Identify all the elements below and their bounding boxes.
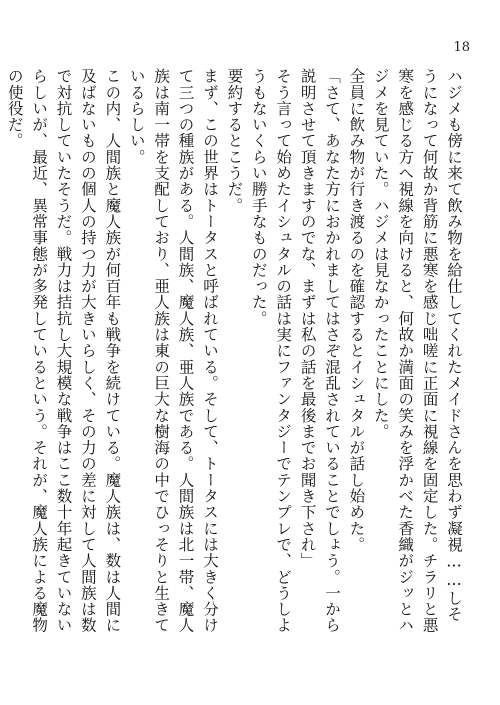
page-number: 18 [453,40,470,55]
paragraph-6: まず、この世界はトータスと呼ばれている。そして、トータスには大きく分けて三つの種族がある。人間族、魔人族、亜人族である。人間族は北一帯、魔人族は南一帯を支配しており、亜人族は東の巨大な樹海の中でひっそりと生きているらしい。 [127,68,219,634]
paragraph-2: 全員に飲み物が行き渡るのを確認するとイシュタルが話し始めた。 [347,68,366,553]
body-text [5,68,466,638]
paragraph-4: そう言って始めたイシュタルの話は実にファンタジーでテンプレで、どうしようもないくらい勝手なものだった。 [249,68,293,634]
paragraph-3-dialogue: 「さて、あなた方におかれましてはさぞ混乱されていることでしょう。一から説明させて頂きますのでな、まずは私の話を最後までお聞き下され」 [298,68,341,634]
paragraph-8 [0,68,2,638]
paragraph-7: この内、人間族と魔人族が何百年も戦争を続けている。魔人族は、数は人間に及ばないものの個人の持つ力が大きいらしく、その力の差に対して人間族は数で対抗していたそうだ。戦力は拮抗し大規模な戦争はここ数十年起きていないらしいが、最近、異常事態が多発しているという。それが、魔人族による魔物の使役だ。 [5,68,122,634]
paragraph-5: 要約するとこうだ。 [225,68,244,214]
paragraph-1: ハジメも傍に来て飲み物を給仕してくれたメイドさんを思わず凝視……しそうになって何故か背筋に悪寒を感じ咄嗟に正面に視線を固定した。チラリと悪寒を感じる方へ視線を向けると、何故か満面の笑みを浮かべた香織がジッとハジメを見ていた。ハジメは見なかったことにした。 [371,68,463,634]
